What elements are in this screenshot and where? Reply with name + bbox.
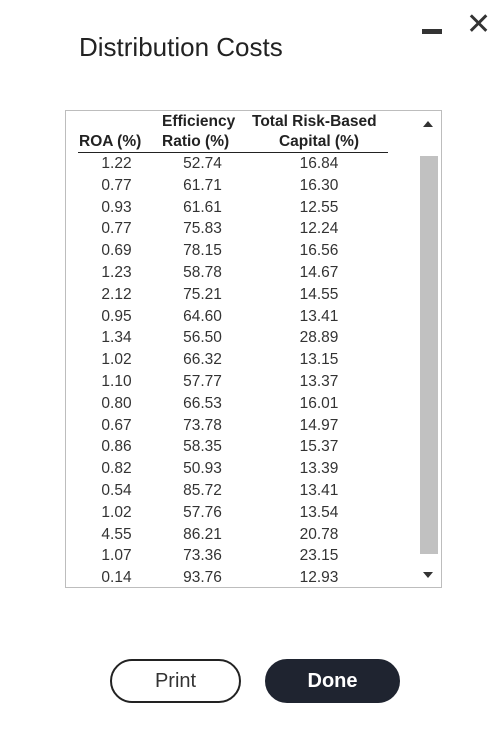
table-cell: 13.41 <box>299 307 339 325</box>
table-cell: 13.15 <box>299 351 339 369</box>
table-cell: 16.01 <box>299 394 339 412</box>
table-cell: 58.78 <box>183 263 222 281</box>
table-body <box>78 153 388 589</box>
table-row <box>78 393 388 415</box>
table-cell: 14.55 <box>299 285 339 303</box>
table-cell: 14.97 <box>299 416 339 434</box>
scroll-thumb[interactable] <box>420 156 438 554</box>
header-cell: Efficiency <box>162 113 236 130</box>
table-cell: 86.21 <box>183 525 222 543</box>
table-cell: 23.15 <box>299 547 339 565</box>
table-cell: 57.76 <box>183 503 222 521</box>
table-cell: 66.32 <box>183 351 222 369</box>
table-cell: 0.82 <box>101 460 132 478</box>
table-cell: 0.67 <box>101 416 132 434</box>
table-cell: 1.23 <box>101 263 132 281</box>
table-row <box>78 371 388 393</box>
header-cell: Total Risk-Based <box>252 113 377 130</box>
table-cell: 20.78 <box>299 525 339 543</box>
table-row <box>78 218 388 240</box>
table-row <box>78 458 388 480</box>
table-row <box>78 262 388 284</box>
table-cell: 0.86 <box>101 438 132 456</box>
table-cell: 0.77 <box>101 220 132 238</box>
close-icon[interactable]: ✕ <box>466 7 492 42</box>
table-header-row-2 <box>78 132 388 153</box>
table-cell: 0.77 <box>101 176 132 194</box>
table-row <box>78 153 388 175</box>
table-header-row-1 <box>78 111 388 132</box>
table-cell: 93.76 <box>183 569 222 587</box>
table-row <box>78 480 388 502</box>
table-cell: 13.39 <box>299 460 339 478</box>
table-cell: 57.77 <box>183 372 222 390</box>
table-cell: 0.69 <box>101 242 132 260</box>
table-cell: 66.53 <box>183 394 222 412</box>
table-row <box>78 197 388 219</box>
minimize-icon[interactable] <box>422 10 442 34</box>
header-cell-efficiency: Ratio (%) <box>155 132 250 153</box>
data-table-container <box>78 111 418 588</box>
table-cell: 28.89 <box>299 329 339 347</box>
table-cell: 61.71 <box>183 176 222 194</box>
table-cell: 2.12 <box>101 285 132 303</box>
table-row <box>78 349 388 371</box>
table-row <box>78 524 388 546</box>
table-cell: 85.72 <box>183 481 222 499</box>
table-cell: 73.36 <box>183 547 222 565</box>
table-cell: 16.84 <box>299 155 339 172</box>
table-cell: 52.74 <box>183 155 222 172</box>
table-cell: 1.22 <box>101 155 132 172</box>
dialog-title: Distribution Costs <box>79 32 283 62</box>
print-button[interactable]: Print <box>110 659 241 703</box>
table-row <box>78 327 388 349</box>
table-cell: 12.93 <box>299 569 339 587</box>
table-cell: 0.80 <box>101 394 132 412</box>
table-cell: 50.93 <box>183 460 222 478</box>
table-cell: 1.07 <box>101 547 132 565</box>
table-cell: 78.15 <box>183 242 222 260</box>
table-cell: 75.83 <box>183 220 222 238</box>
table-cell: 12.55 <box>299 198 339 216</box>
table-row <box>78 175 388 197</box>
table-cell: 1.34 <box>101 329 132 347</box>
table-cell: 64.60 <box>183 307 222 325</box>
table-cell: 0.54 <box>101 481 132 499</box>
table-cell: 0.95 <box>101 307 132 325</box>
table-row <box>78 436 388 458</box>
table-row <box>78 240 388 262</box>
done-button[interactable]: Done <box>265 659 400 703</box>
table-cell: 16.56 <box>299 242 339 260</box>
table-row <box>78 545 388 567</box>
data-table <box>78 111 388 588</box>
table-cell: 58.35 <box>183 438 222 456</box>
table-row <box>78 502 388 524</box>
scroll-down-arrow-icon[interactable] <box>423 572 433 578</box>
header-cell-capital: Capital (%) <box>250 132 388 153</box>
table-cell: 1.10 <box>101 372 132 390</box>
table-cell: 13.37 <box>299 372 339 390</box>
table-cell: 14.67 <box>299 263 339 281</box>
data-table-scroll-area[interactable] <box>65 110 442 588</box>
table-cell: 0.14 <box>101 569 132 587</box>
header-cell <box>78 111 155 132</box>
table-cell: 56.50 <box>183 329 222 347</box>
table-row <box>78 284 388 306</box>
table-cell: 12.24 <box>299 220 339 238</box>
minimize-bar <box>422 29 442 34</box>
table-cell: 4.55 <box>101 525 132 543</box>
table-cell: 75.21 <box>183 285 222 303</box>
table-cell: 15.37 <box>299 438 339 456</box>
table-cell: 16.30 <box>299 176 339 194</box>
table-cell: 13.54 <box>299 503 339 521</box>
header-cell-roa: ROA (%) <box>78 132 155 153</box>
table-cell: 1.02 <box>101 351 132 369</box>
table-cell: 13.41 <box>299 481 339 499</box>
vertical-scrollbar[interactable] <box>417 111 441 587</box>
table-cell: 1.02 <box>101 503 132 521</box>
table-cell: 0.93 <box>101 198 132 216</box>
table-row <box>78 567 388 588</box>
table-cell: 61.61 <box>183 198 222 216</box>
table-cell: 73.78 <box>183 416 222 434</box>
table-row <box>78 415 388 437</box>
table-row <box>78 306 388 328</box>
scroll-up-arrow-icon[interactable] <box>423 121 433 127</box>
